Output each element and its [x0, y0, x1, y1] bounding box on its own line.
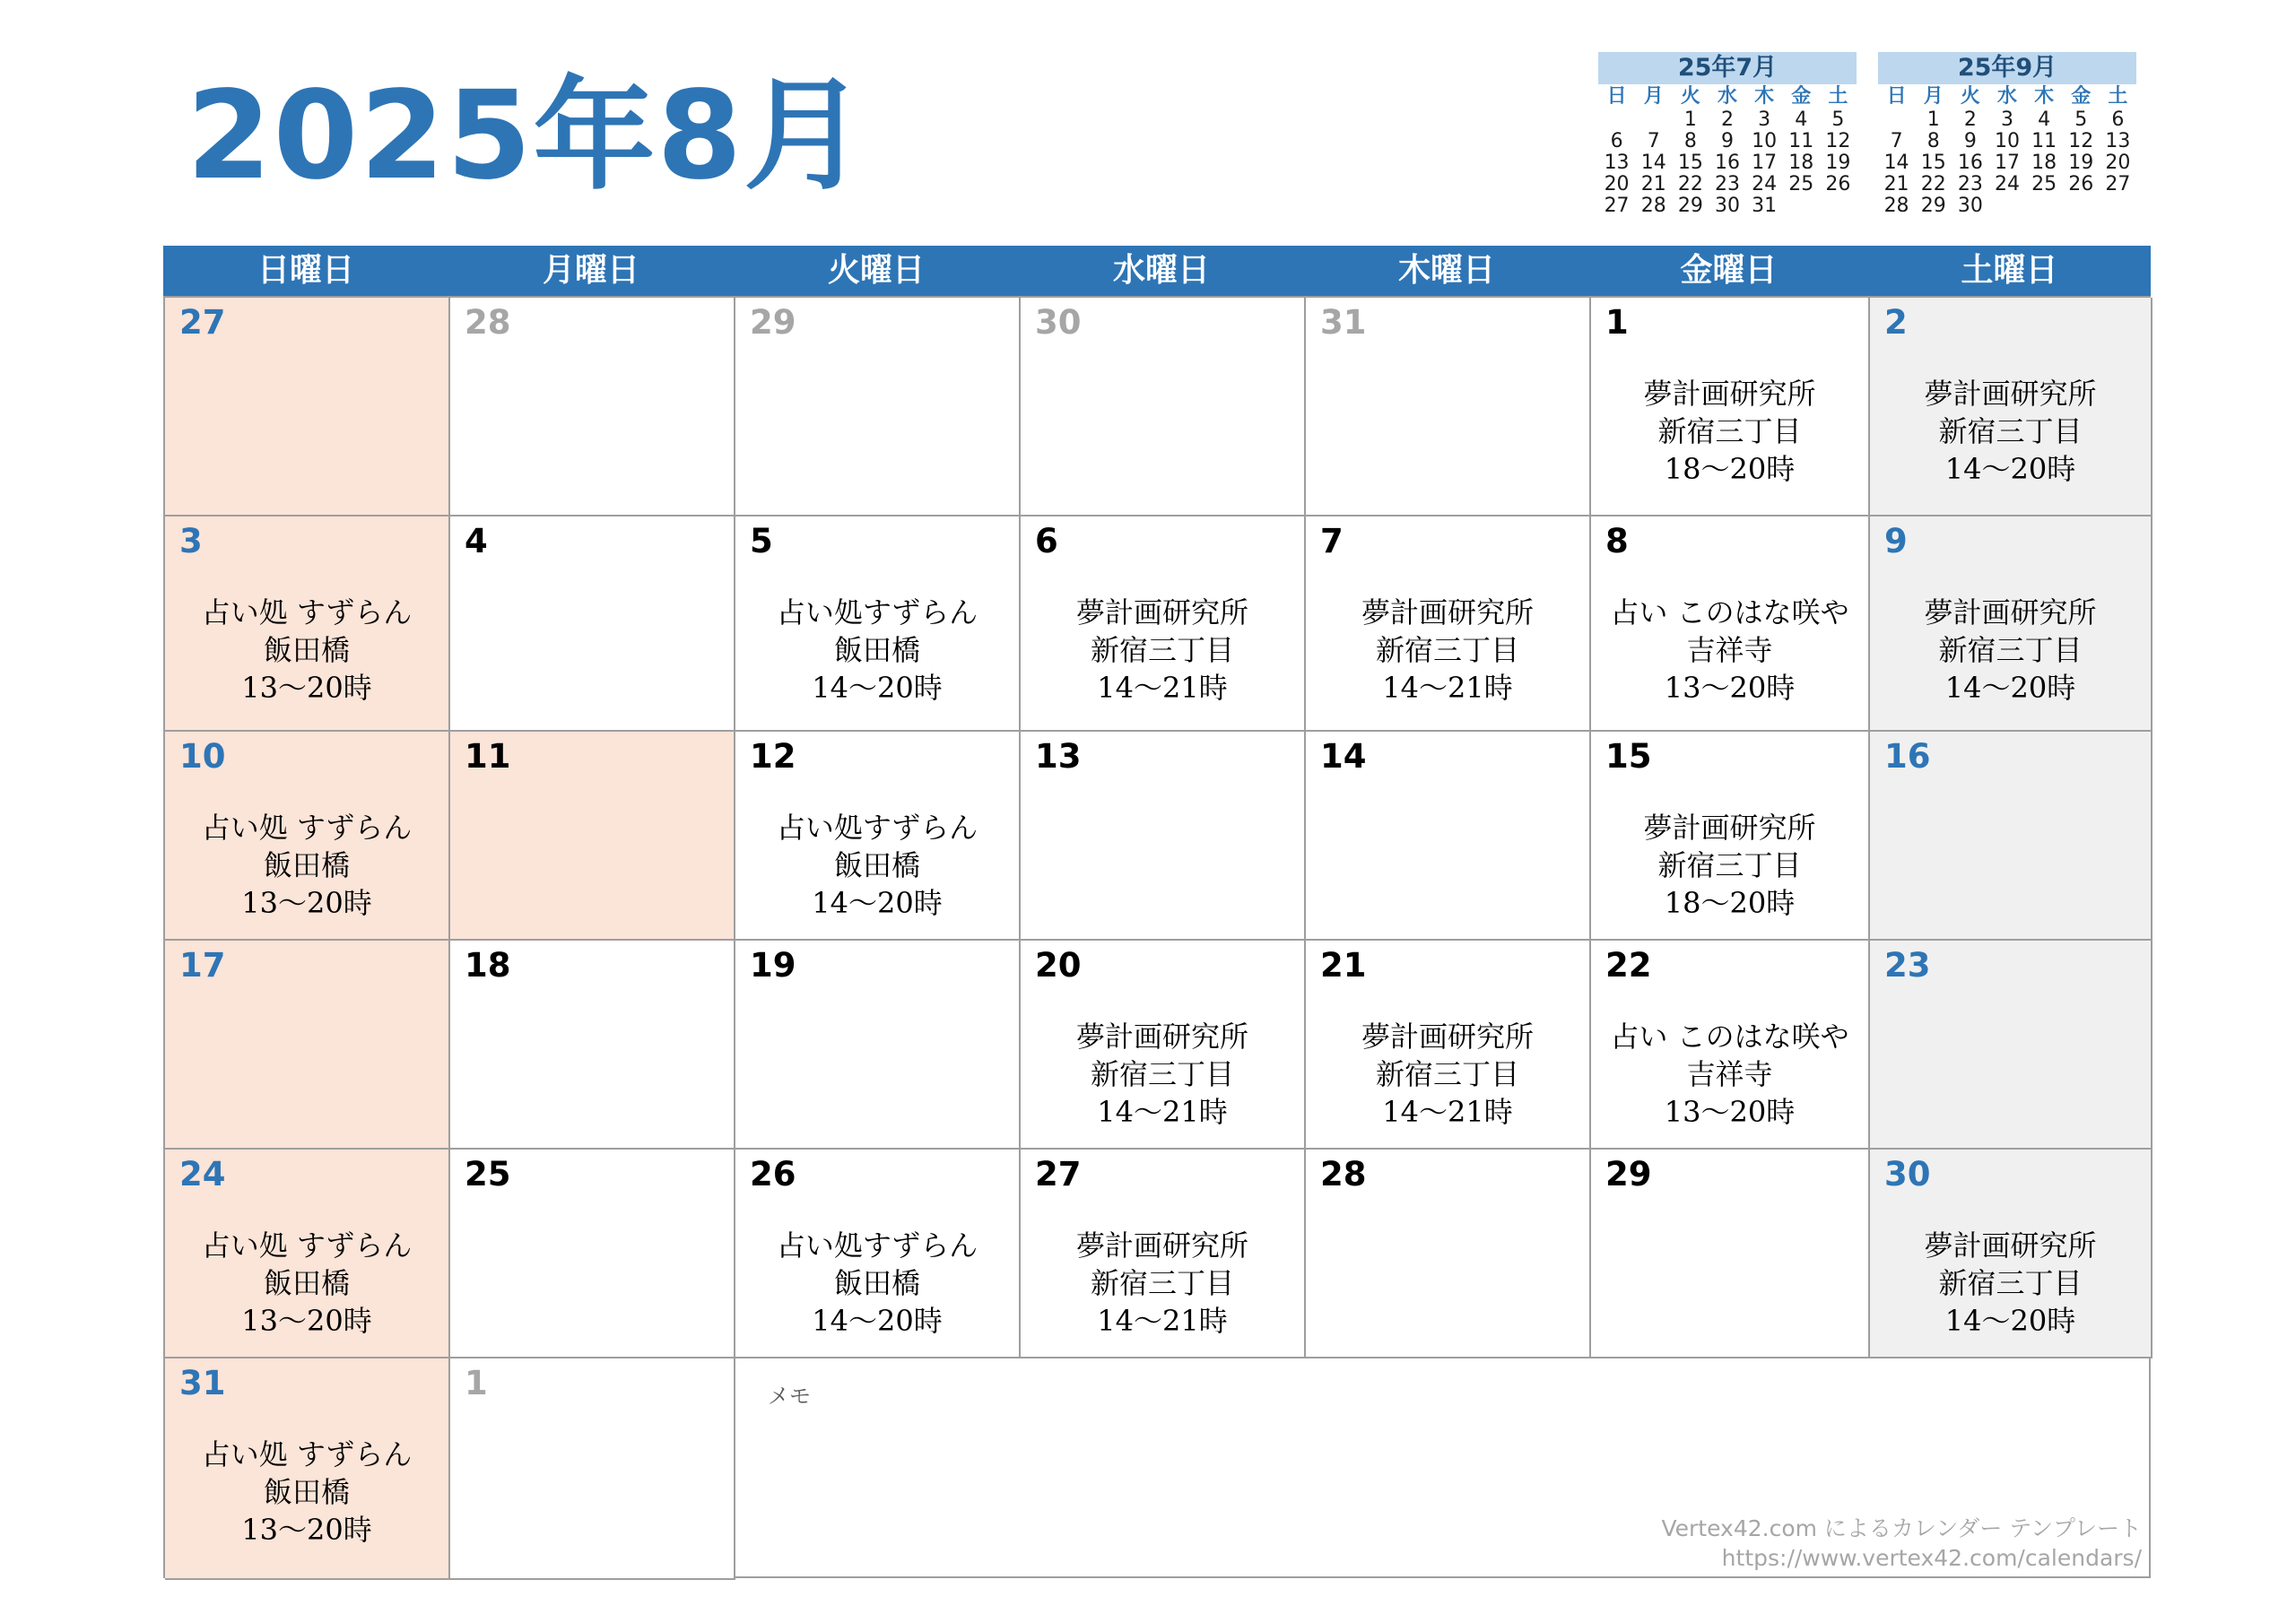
event-line: 14〜20時	[812, 886, 943, 920]
event-line: 13〜20時	[241, 671, 372, 705]
event-line: 14〜20時	[1944, 671, 2076, 705]
mini-day: 15	[1920, 152, 1946, 174]
day-number: 30	[1884, 1155, 1931, 1193]
day-cell[interactable]	[1306, 732, 1591, 941]
event-line: 占い処すずらん	[776, 595, 978, 629]
mini-weekday-label: 火	[1960, 85, 1980, 108]
mini-day	[1598, 109, 1635, 131]
mini-weekday-label: 金	[2071, 85, 2092, 108]
day-cell[interactable]	[1591, 1150, 1870, 1358]
mini-day: 6	[1610, 130, 1623, 152]
day-number: 27	[179, 303, 226, 342]
day-number: 6	[1035, 522, 1058, 560]
mini-day: 11	[2031, 130, 2057, 152]
mini-day: 12	[1825, 130, 1851, 152]
day-cell[interactable]	[1591, 941, 1870, 1150]
day-number: 22	[1605, 946, 1652, 985]
event-line: 占い処すずらん	[776, 1228, 978, 1263]
day-cell[interactable]	[1021, 941, 1306, 1150]
event-line: 14〜20時	[1944, 452, 2076, 486]
event-block	[165, 594, 448, 707]
event-block	[1591, 1018, 1868, 1131]
event-block	[1306, 1018, 1589, 1131]
day-cell[interactable]	[1870, 732, 2152, 941]
event-block	[1306, 594, 1589, 707]
mini-day: 22	[1677, 173, 1703, 195]
mini-day: 1	[1683, 108, 1697, 131]
day-number: 17	[179, 946, 226, 985]
event-line: 吉祥寺	[1686, 1057, 1773, 1091]
mini-day: 28	[1640, 195, 1666, 217]
event-line: 新宿三丁目	[1375, 1057, 1519, 1091]
day-cell[interactable]	[735, 298, 1021, 516]
day-number: 20	[1035, 946, 1082, 985]
mini-day: 27	[1604, 195, 1630, 217]
day-cell[interactable]	[1306, 1150, 1591, 1358]
day-cell[interactable]	[165, 1150, 450, 1358]
weekday-header: 木曜日	[1397, 252, 1495, 289]
event-line: 13〜20時	[241, 1304, 372, 1338]
mini-day: 20	[2105, 152, 2131, 174]
mini-day: 10	[1752, 130, 1778, 152]
event-line: 13〜20時	[1664, 1095, 1796, 1129]
event-block	[735, 809, 1019, 922]
day-cell[interactable]	[735, 941, 1021, 1150]
mini-day: 26	[2068, 173, 2094, 195]
event-line: 飯田橋	[833, 1266, 920, 1300]
event-line: 18〜20時	[1664, 886, 1796, 920]
memo-area[interactable]	[735, 1358, 2149, 1576]
event-line: 新宿三丁目	[1090, 1057, 1234, 1091]
calendar-grid	[163, 296, 2151, 1578]
mini-day: 4	[2038, 108, 2051, 131]
day-number: 29	[750, 303, 796, 342]
day-cell[interactable]	[450, 1150, 735, 1358]
day-number: 4	[465, 522, 488, 560]
event-line: 占い このはな咲や	[1610, 595, 1849, 629]
day-number: 9	[1884, 522, 1908, 560]
day-number: 26	[750, 1155, 796, 1193]
mini-day: 29	[1677, 195, 1703, 217]
day-cell[interactable]	[1870, 941, 2152, 1150]
mini-weekday-label: 月	[1643, 85, 1664, 108]
event-block	[1021, 1227, 1304, 1340]
day-cell[interactable]	[1306, 298, 1591, 516]
mini-weekday-label: 日	[1886, 85, 1907, 108]
day-number: 10	[179, 737, 226, 776]
day-number: 31	[1320, 303, 1367, 342]
mini-day: 9	[1720, 130, 1734, 152]
mini-day: 3	[2000, 108, 2013, 131]
day-cell[interactable]	[1870, 516, 2152, 732]
mini-day: 24	[1994, 173, 2020, 195]
event-line: 新宿三丁目	[1938, 633, 2083, 667]
event-line: 占い処 すずらん	[201, 1437, 413, 1471]
weekday-header: 金曜日	[1680, 252, 1778, 289]
day-cell[interactable]	[1306, 941, 1591, 1150]
event-line: 新宿三丁目	[1938, 1266, 2083, 1300]
event-line: 夢計画研究所	[1924, 377, 2097, 411]
day-number: 24	[179, 1155, 226, 1193]
mini-day: 8	[1926, 130, 1940, 152]
day-number: 15	[1605, 737, 1652, 776]
event-line: 飯田橋	[263, 633, 350, 667]
day-number: 28	[465, 303, 511, 342]
mini-weekday-label: 火	[1680, 85, 1700, 108]
mini-day: 21	[1883, 173, 1909, 195]
day-number: 27	[1035, 1155, 1082, 1193]
mini-day: 5	[1831, 108, 1845, 131]
mini-weekday-label: 月	[1923, 85, 1944, 108]
weekday-header: 火曜日	[827, 252, 925, 289]
mini-day: 19	[1825, 152, 1851, 174]
day-cell[interactable]	[1021, 516, 1306, 732]
mini-day: 30	[1957, 195, 1983, 217]
mini-day: 31	[1752, 195, 1778, 217]
day-number: 18	[465, 946, 511, 985]
credit-url[interactable]: https://www.vertex42.com/calendars/	[1721, 1545, 2142, 1571]
day-cell[interactable]	[1591, 516, 1870, 732]
day-cell[interactable]	[165, 1358, 450, 1580]
day-cell[interactable]	[1870, 298, 2152, 516]
event-line: 占い処すずらん	[776, 811, 978, 845]
mini-weekday-label: 土	[1828, 85, 1848, 108]
event-line: 占い処 すずらん	[201, 1228, 413, 1263]
day-cell[interactable]	[165, 941, 450, 1150]
mini-day: 30	[1714, 195, 1740, 217]
day-number: 11	[465, 737, 511, 776]
event-line: 13〜20時	[1664, 671, 1796, 705]
day-cell[interactable]	[1021, 298, 1306, 516]
day-cell[interactable]	[1021, 732, 1306, 941]
mini-day: 20	[1604, 173, 1630, 195]
mini-weekday-label: 水	[1717, 85, 1737, 108]
mini-day: 17	[1994, 152, 2020, 174]
event-block	[1870, 375, 2151, 488]
day-number: 7	[1320, 522, 1344, 560]
weekday-header: 日曜日	[257, 252, 354, 289]
day-number: 31	[179, 1364, 226, 1402]
day-number: 29	[1605, 1155, 1652, 1193]
event-line: 飯田橋	[833, 848, 920, 882]
mini-day: 16	[1714, 152, 1740, 174]
day-number: 23	[1884, 946, 1931, 985]
day-number: 1	[465, 1364, 488, 1402]
mini-day: 23	[1714, 173, 1740, 195]
mini-day: 21	[1640, 173, 1666, 195]
day-cell[interactable]	[450, 516, 735, 732]
day-number: 14	[1320, 737, 1367, 776]
day-cell[interactable]	[1021, 1150, 1306, 1358]
mini-day: 13	[1604, 152, 1630, 174]
mini-day: 3	[1758, 108, 1771, 131]
mini-day: 26	[1825, 173, 1851, 195]
event-line: 夢計画研究所	[1075, 595, 1248, 629]
day-cell[interactable]	[1306, 516, 1591, 732]
mini-calendar-title: 25年9月	[1878, 52, 2136, 84]
weekday-header: 土曜日	[1961, 252, 2058, 289]
day-cell[interactable]	[735, 732, 1021, 941]
day-cell[interactable]	[1870, 1150, 2152, 1358]
mini-day: 14	[1640, 152, 1666, 174]
mini-calendar-prev	[1598, 52, 1857, 217]
event-line: 14〜21時	[1097, 671, 1228, 705]
event-block	[735, 1227, 1019, 1340]
mini-day: 27	[2105, 173, 2131, 195]
mini-day: 18	[1788, 152, 1814, 174]
event-line: 占い処 すずらん	[201, 595, 413, 629]
event-block	[1021, 1018, 1304, 1131]
mini-day: 1	[1926, 108, 1940, 131]
event-line: 占い処 すずらん	[201, 811, 413, 845]
mini-day: 29	[1920, 195, 1946, 217]
day-number: 21	[1320, 946, 1367, 985]
event-line: 14〜20時	[812, 671, 943, 705]
day-number: 8	[1605, 522, 1629, 560]
event-line: 夢計画研究所	[1361, 595, 1534, 629]
mini-day: 8	[1683, 130, 1697, 152]
mini-day: 25	[1788, 173, 1814, 195]
day-cell[interactable]	[165, 516, 450, 732]
day-number: 12	[750, 737, 796, 776]
event-line: 占い このはな咲や	[1610, 1020, 1849, 1054]
mini-weekday-label: 水	[1996, 85, 2017, 108]
day-number: 16	[1884, 737, 1931, 776]
event-line: 14〜20時	[1944, 1304, 2076, 1338]
memo-label: メモ	[768, 1384, 811, 1409]
mini-day	[1878, 109, 1915, 131]
event-line: 新宿三丁目	[1938, 414, 2083, 448]
mini-weekday-label: 土	[2108, 85, 2128, 108]
event-block	[1021, 594, 1304, 707]
mini-day: 7	[1647, 130, 1660, 152]
mini-weekday-label: 日	[1606, 85, 1627, 108]
mini-calendar-next	[1878, 52, 2136, 217]
mini-day: 23	[1957, 173, 1983, 195]
mini-day: 10	[1994, 130, 2020, 152]
day-number: 28	[1320, 1155, 1367, 1193]
mini-day: 25	[2031, 173, 2057, 195]
event-line: 夢計画研究所	[1075, 1020, 1248, 1054]
event-line: 新宿三丁目	[1657, 414, 1802, 448]
day-cell[interactable]	[165, 298, 450, 516]
weekday-header: 水曜日	[1112, 252, 1210, 289]
event-line: 夢計画研究所	[1643, 811, 1816, 845]
mini-day: 16	[1957, 152, 1983, 174]
day-number: 30	[1035, 303, 1082, 342]
event-block	[1870, 594, 2151, 707]
mini-calendar-grid	[1598, 84, 1857, 217]
event-block	[1591, 594, 1868, 707]
event-block	[165, 809, 448, 922]
mini-day: 2	[1963, 108, 1977, 131]
month-title: 2025年8月	[187, 65, 868, 207]
event-line: 13〜20時	[241, 1513, 372, 1547]
mini-day: 12	[2068, 130, 2094, 152]
event-line: 新宿三丁目	[1090, 633, 1234, 667]
mini-day: 11	[1788, 130, 1814, 152]
event-line: 飯田橋	[263, 848, 350, 882]
day-number: 5	[750, 522, 773, 560]
mini-day: 18	[2031, 152, 2057, 174]
mini-day: 22	[1920, 173, 1946, 195]
event-line: 夢計画研究所	[1924, 595, 2097, 629]
credit-text: Vertex42.com によるカレンダー テンプレート	[1661, 1515, 2142, 1541]
day-cell[interactable]	[735, 1150, 1021, 1358]
mini-weekday-label: 木	[2034, 85, 2055, 108]
event-line: 14〜20時	[812, 1304, 943, 1338]
day-number: 19	[750, 946, 796, 985]
event-block	[1870, 1227, 2151, 1340]
event-line: 14〜21時	[1097, 1304, 1228, 1338]
event-line: 吉祥寺	[1686, 633, 1773, 667]
event-block	[735, 594, 1019, 707]
event-line: 新宿三丁目	[1657, 848, 1802, 882]
day-number: 3	[179, 522, 203, 560]
day-cell[interactable]	[450, 941, 735, 1150]
mini-day: 6	[2111, 108, 2125, 131]
mini-day: 17	[1752, 152, 1778, 174]
weekday-header-row	[163, 246, 2151, 296]
mini-calendar-title: 25年7月	[1598, 52, 1857, 84]
day-number: 13	[1035, 737, 1082, 776]
event-line: 新宿三丁目	[1375, 633, 1519, 667]
day-cell[interactable]	[735, 516, 1021, 732]
event-line: 飯田橋	[263, 1475, 350, 1509]
event-line: 18〜20時	[1664, 452, 1796, 486]
mini-calendar-grid	[1878, 84, 2136, 217]
mini-day: 14	[1883, 152, 1909, 174]
day-number: 1	[1605, 303, 1629, 342]
mini-day: 7	[1890, 130, 1903, 152]
mini-day: 15	[1677, 152, 1703, 174]
mini-day: 4	[1795, 108, 1808, 131]
day-number: 2	[1884, 303, 1908, 342]
mini-day: 13	[2105, 130, 2131, 152]
day-number: 25	[465, 1155, 511, 1193]
mini-day: 28	[1883, 195, 1909, 217]
mini-weekday-label: 木	[1754, 85, 1775, 108]
event-line: 13〜20時	[241, 886, 372, 920]
day-cell[interactable]	[450, 1358, 735, 1580]
event-line: 飯田橋	[833, 633, 920, 667]
mini-weekday-label: 金	[1791, 85, 1812, 108]
event-block	[165, 1227, 448, 1340]
day-cell[interactable]	[450, 298, 735, 516]
day-cell[interactable]	[1591, 298, 1870, 516]
event-line: 夢計画研究所	[1361, 1020, 1534, 1054]
event-line: 飯田橋	[263, 1266, 350, 1300]
weekday-header: 月曜日	[542, 252, 639, 289]
event-line: 14〜21時	[1382, 671, 1513, 705]
event-line: 夢計画研究所	[1924, 1228, 2097, 1263]
event-line: 夢計画研究所	[1643, 377, 1816, 411]
event-line: 夢計画研究所	[1075, 1228, 1248, 1263]
event-line: 新宿三丁目	[1090, 1266, 1234, 1300]
mini-day: 24	[1752, 173, 1778, 195]
event-line: 14〜21時	[1382, 1095, 1513, 1129]
mini-day: 9	[1963, 130, 1977, 152]
day-cell[interactable]	[165, 732, 450, 941]
event-block	[1591, 375, 1868, 488]
mini-day	[1635, 109, 1672, 131]
mini-day: 2	[1720, 108, 1734, 131]
day-cell[interactable]	[1591, 732, 1870, 941]
day-cell[interactable]	[450, 732, 735, 941]
mini-day: 19	[2068, 152, 2094, 174]
event-block	[1591, 809, 1868, 922]
mini-day: 5	[2074, 108, 2088, 131]
event-line: 14〜21時	[1097, 1095, 1228, 1129]
event-block	[165, 1436, 448, 1549]
